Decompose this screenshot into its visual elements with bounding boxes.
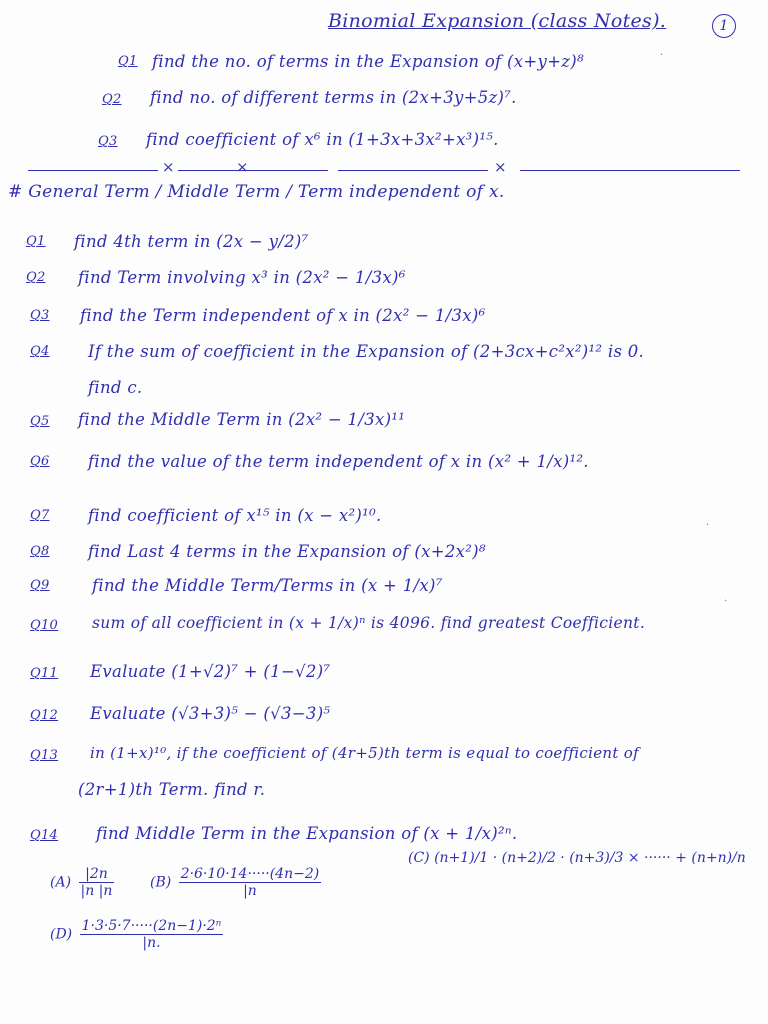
option-label: (A) bbox=[50, 874, 72, 891]
option-fraction bbox=[179, 866, 322, 899]
option-c bbox=[408, 850, 746, 866]
scan-speck: · bbox=[706, 520, 710, 531]
question-row bbox=[0, 608, 768, 642]
option-label: (C) bbox=[408, 850, 430, 866]
question-text: find the value of the term independent of x in (x² + 1/x)¹². bbox=[88, 452, 589, 471]
intro-question-row bbox=[0, 84, 768, 118]
option-d bbox=[50, 918, 226, 951]
question-row bbox=[0, 336, 768, 370]
question-text: (2r+1)th Term. find r. bbox=[78, 780, 266, 799]
separator-line bbox=[28, 170, 158, 171]
intro-question-row bbox=[0, 48, 768, 82]
fraction-numerator: 2·6·10·14·····(4n−2) bbox=[180, 866, 320, 882]
question-text: find coefficient of x⁶ in (1+3x+3x²+x³)¹⁵. bbox=[146, 130, 499, 149]
question-text: find no. of different terms in (2x+3y+5z)⁷. bbox=[150, 88, 517, 107]
question-continuation bbox=[0, 374, 768, 408]
question-text: find Last 4 terms in the Expansion of (x+2x²)⁸ bbox=[88, 542, 486, 561]
question-number: Q7 bbox=[30, 508, 50, 523]
question-number: Q3 bbox=[30, 308, 50, 323]
question-row bbox=[0, 698, 768, 732]
fraction-numerator: 1·3·5·7·····(2n−1)·2ⁿ bbox=[81, 918, 222, 934]
page-number: 1 bbox=[712, 14, 736, 38]
question-text: sum of all coefficient in (x + 1/x)ⁿ is 4096. find greatest Coefficient. bbox=[92, 614, 646, 632]
question-number: Q2 bbox=[102, 92, 122, 107]
scan-speck: · bbox=[724, 596, 728, 607]
question-text: in (1+x)¹⁰, if the coefficient of (4r+5)th term is equal to coefficient of bbox=[90, 744, 639, 762]
option-fraction bbox=[80, 918, 224, 951]
question-continuation bbox=[0, 774, 768, 808]
scan-speck: · bbox=[660, 50, 664, 61]
question-number: Q13 bbox=[30, 748, 59, 763]
question-text: find c. bbox=[88, 378, 143, 397]
fraction-numerator: |2n bbox=[79, 866, 115, 883]
question-row bbox=[0, 536, 768, 570]
question-number: Q14 bbox=[30, 828, 59, 843]
option-b bbox=[150, 866, 324, 899]
question-number: Q2 bbox=[26, 270, 46, 285]
question-text: find Middle Term in the Expansion of (x + 1/x)²ⁿ. bbox=[96, 824, 518, 843]
question-text: find the no. of terms in the Expansion of (x+y+z)⁸ bbox=[152, 52, 584, 71]
question-number: Q10 bbox=[30, 618, 59, 633]
question-row bbox=[0, 446, 768, 480]
question-row bbox=[0, 262, 768, 296]
section-heading: # General Term / Middle Term / Term independent of x. bbox=[8, 182, 505, 202]
separator bbox=[0, 160, 768, 182]
question-row bbox=[0, 226, 768, 260]
question-number: Q9 bbox=[30, 578, 50, 593]
question-row bbox=[0, 738, 768, 772]
question-text: find the Term independent of x in (2x² − 1/3x)⁶ bbox=[80, 306, 486, 325]
question-text: find the Middle Term in (2x² − 1/3x)¹¹ bbox=[78, 410, 406, 429]
question-row bbox=[0, 818, 768, 852]
option-label: (D) bbox=[50, 926, 73, 943]
question-number: Q8 bbox=[30, 544, 50, 559]
page-title: Binomial Expansion (class Notes). bbox=[328, 10, 667, 32]
question-number: Q1 bbox=[118, 54, 138, 69]
question-text: find the Middle Term/Terms in (x + 1/x)⁷ bbox=[92, 576, 443, 595]
question-text: If the sum of coefficient in the Expansion of (2+3cx+c²x²)¹² is 0. bbox=[88, 342, 645, 361]
question-text: find coefficient of x¹⁵ in (x − x²)¹⁰. bbox=[88, 506, 382, 525]
fraction-denominator: |n |n bbox=[80, 883, 113, 899]
option-label: (B) bbox=[150, 874, 172, 891]
question-number: Q12 bbox=[30, 708, 59, 723]
question-number: Q4 bbox=[30, 344, 50, 359]
question-row bbox=[0, 500, 768, 534]
option-text: (n+1)/1 · (n+2)/2 · (n+3)/3 × ······ + (n+n)/n bbox=[434, 850, 746, 866]
separator-mark: × bbox=[494, 158, 507, 176]
question-number: Q5 bbox=[30, 414, 50, 429]
question-text: find 4th term in (2x − y/2)⁷ bbox=[74, 232, 309, 251]
question-number: Q11 bbox=[30, 666, 59, 681]
intro-question-row bbox=[0, 126, 768, 160]
question-row bbox=[0, 654, 768, 688]
question-row bbox=[0, 570, 768, 604]
separator-line bbox=[338, 170, 488, 171]
question-text: Evaluate (1+√2)⁷ + (1−√2)⁷ bbox=[90, 662, 331, 681]
question-row bbox=[0, 404, 768, 438]
fraction-denominator: |n. bbox=[142, 935, 161, 951]
option-fraction bbox=[79, 866, 115, 899]
question-text: Evaluate (√3+3)⁵ − (√3−3)⁵ bbox=[90, 704, 331, 723]
fraction-denominator: |n bbox=[243, 883, 257, 899]
separator-mark: × bbox=[236, 158, 249, 176]
question-row bbox=[0, 300, 768, 334]
separator-line bbox=[520, 170, 740, 171]
question-number: Q3 bbox=[98, 134, 118, 149]
option-a bbox=[50, 866, 117, 899]
question-text: find Term involving x³ in (2x² − 1/3x)⁶ bbox=[78, 268, 406, 287]
question-number: Q1 bbox=[26, 234, 46, 249]
separator-line bbox=[178, 170, 328, 171]
question-number: Q6 bbox=[30, 454, 50, 469]
separator-mark: × bbox=[162, 158, 175, 176]
